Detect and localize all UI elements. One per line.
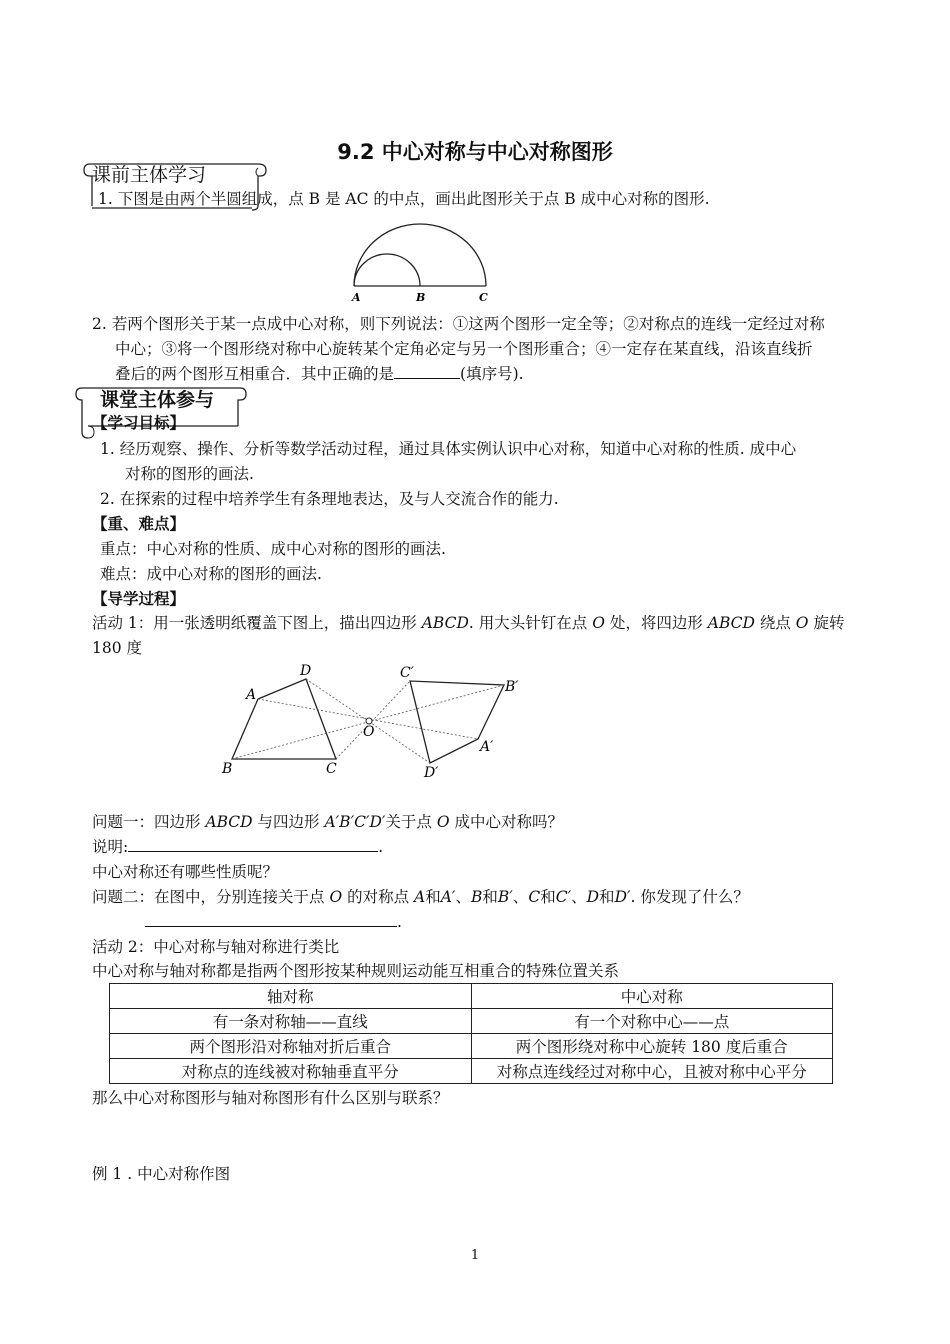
goal-1-line-1: 1. 经历观察、操作、分析等数学活动过程，通过具体实例认识中心对称，知道中心对称的性质. 成中心 xyxy=(100,440,797,458)
section-banner-pre-study: 课前主体学习 xyxy=(92,164,207,186)
pair-d: D xyxy=(586,888,600,906)
question-one-a: 问题一：四边形 xyxy=(92,813,206,831)
fig-label-d: D xyxy=(300,663,312,679)
example-1: 例 1 . 中心对称作图 xyxy=(92,1165,231,1183)
question-two xyxy=(92,885,749,909)
heading-learning-goals: 【学习目标】 xyxy=(92,413,186,432)
answer-blank-q2[interactable] xyxy=(394,362,460,379)
question-two-b: O xyxy=(329,888,343,906)
heading-key-points: 【重、难点】 xyxy=(92,514,186,533)
question-one xyxy=(92,810,563,834)
answer-blank-question-two[interactable] xyxy=(145,910,397,927)
question-two-end: . 你发现了什么？ xyxy=(630,888,749,906)
property-question: 中心对称还有哪些性质呢？ xyxy=(92,863,279,881)
pair-sep-1: 、 xyxy=(455,888,471,906)
pair-b-prime: B′ xyxy=(497,888,513,906)
activity-1-text-i: 旋转 xyxy=(808,614,845,632)
question-one-c: 与四边形 xyxy=(252,813,325,831)
activity-1-text-g: 绕点 xyxy=(754,614,796,632)
page-number: 1 xyxy=(470,1248,480,1263)
activity-1-text-a: 活动 1：用一张透明纸覆盖下图上，描出四边形 xyxy=(92,614,422,632)
pair-c-prime: C′ xyxy=(555,888,572,906)
label-b: B xyxy=(416,291,426,304)
question-2-line-1: 2. 若两个图形关于某一点成中心对称，则下列说法：①这两个图形一定全等；②对称点的连线一定经过对称 xyxy=(92,315,825,333)
question-2-line-2: 中心；③将一个图形绕对称中心旋转某个定角必定与另一个图形重合；④一定存在某直线，沿该直线折 xyxy=(115,340,813,358)
question-two-a: 问题二：在图中，分别连接关于点 xyxy=(92,888,330,906)
key-point: 重点：中心对称的性质、成中心对称的图形的画法. xyxy=(100,540,446,558)
fig-label-c: C xyxy=(326,761,337,777)
label-c: C xyxy=(479,291,488,304)
fig-label-a-prime: A′ xyxy=(480,739,494,755)
pair-b: B xyxy=(470,888,483,906)
answer-blank-explain[interactable] xyxy=(128,835,378,852)
fig-label-o: O xyxy=(363,724,375,740)
question-one-e: 关于点 xyxy=(385,813,437,831)
table-header: 轴对称 xyxy=(110,984,472,1009)
table-cell: 两个图形沿对称轴对折后重合 xyxy=(110,1034,472,1059)
question-one-f: O xyxy=(436,813,450,831)
difference-question: 那么中心对称图形与轴对称图形有什么区别与联系？ xyxy=(92,1089,449,1107)
question-2-hint: (填序号). xyxy=(460,365,524,383)
table-header: 中心对称 xyxy=(471,984,833,1009)
activity-1-text-e: 处，将四边形 xyxy=(604,614,708,632)
goal-1-line-2: 对称的图形的画法. xyxy=(125,465,254,483)
table-cell: 有一条对称轴——直线 xyxy=(110,1009,472,1034)
semicircle-figure xyxy=(340,216,500,306)
question-two-c: 的对称点 xyxy=(342,888,415,906)
activity-1-text-c: . 用大头针钉在点 xyxy=(468,614,593,632)
explain-line: 说明: . xyxy=(92,835,383,859)
explain-label: 说明: xyxy=(92,838,129,856)
pair-and-4: 和 xyxy=(599,888,615,906)
table-row xyxy=(110,1009,833,1034)
activity-1-line-1 xyxy=(92,611,844,635)
pair-sep-3: 、 xyxy=(571,888,587,906)
question-one-b: ABCD xyxy=(205,813,253,831)
activity-1-line-2: 180 度 xyxy=(92,639,143,657)
pair-and-2: 和 xyxy=(482,888,498,906)
table-cell: 两个图形绕对称中心旋转 180 度后重合 xyxy=(471,1034,833,1059)
pair-d-prime: D′ xyxy=(614,888,631,906)
pair-a-prime: A′ xyxy=(440,888,456,906)
activity-2-description: 中心对称与轴对称都是指两个图形按某种规则运动能互相重合的特殊位置关系 xyxy=(92,962,620,980)
fig-label-c-prime: C′ xyxy=(400,665,414,681)
page-title: 9.2 中心对称与中心对称图形 xyxy=(337,140,613,164)
table-row xyxy=(110,1059,833,1084)
difficult-point: 难点：成中心对称的图形的画法. xyxy=(100,565,322,583)
heading-process: 【导学过程】 xyxy=(92,589,186,608)
section-banner-class: 课堂主体参与 xyxy=(100,389,215,411)
pair-sep-2: 、 xyxy=(512,888,529,906)
fig-label-a: A xyxy=(246,687,257,703)
pair-and-1: 和 xyxy=(425,888,441,906)
table-row xyxy=(110,1034,833,1059)
activity-1-text-f: ABCD xyxy=(707,614,755,632)
question-1: 1. 下图是由两个半圆组成，点 B 是 AC 的中点，画出此图形关于点 B 成中心对称的图形. xyxy=(98,190,710,208)
comparison-table xyxy=(109,983,833,1084)
rotation-figure xyxy=(210,655,540,785)
pair-and-3: 和 xyxy=(540,888,556,906)
activity-1-text-d: O xyxy=(592,614,605,632)
question-one-d: A′B′C′D′ xyxy=(324,813,386,831)
table-cell: 有一个对称中心——点 xyxy=(471,1009,833,1034)
table-cell: 对称点连线经过对称中心，且被对称中心平分 xyxy=(471,1059,833,1084)
activity-2: 活动 2：中心对称与轴对称进行类比 xyxy=(92,938,340,956)
question-2-text: 叠后的两个图形互相重合．其中正确的是 xyxy=(115,365,395,383)
table-cell: 对称点的连线被对称轴垂直平分 xyxy=(110,1059,472,1084)
pair-c: C xyxy=(528,888,541,906)
fig-label-b: B xyxy=(222,761,233,777)
question-one-g: 成中心对称吗？ xyxy=(449,813,564,831)
fig-label-b-prime: B′ xyxy=(505,679,519,695)
activity-1-text-b: ABCD xyxy=(421,614,469,632)
goal-2: 2. 在探索的过程中培养学生有条理地表达，及与人交流合作的能力. xyxy=(100,490,559,508)
fig-label-d-prime: D′ xyxy=(424,765,439,781)
answer-line-q2: . xyxy=(145,910,402,934)
table-header-row xyxy=(110,984,833,1009)
activity-1-text-h: O xyxy=(795,614,809,632)
label-a: A xyxy=(352,291,361,304)
pair-a: A xyxy=(414,888,426,906)
